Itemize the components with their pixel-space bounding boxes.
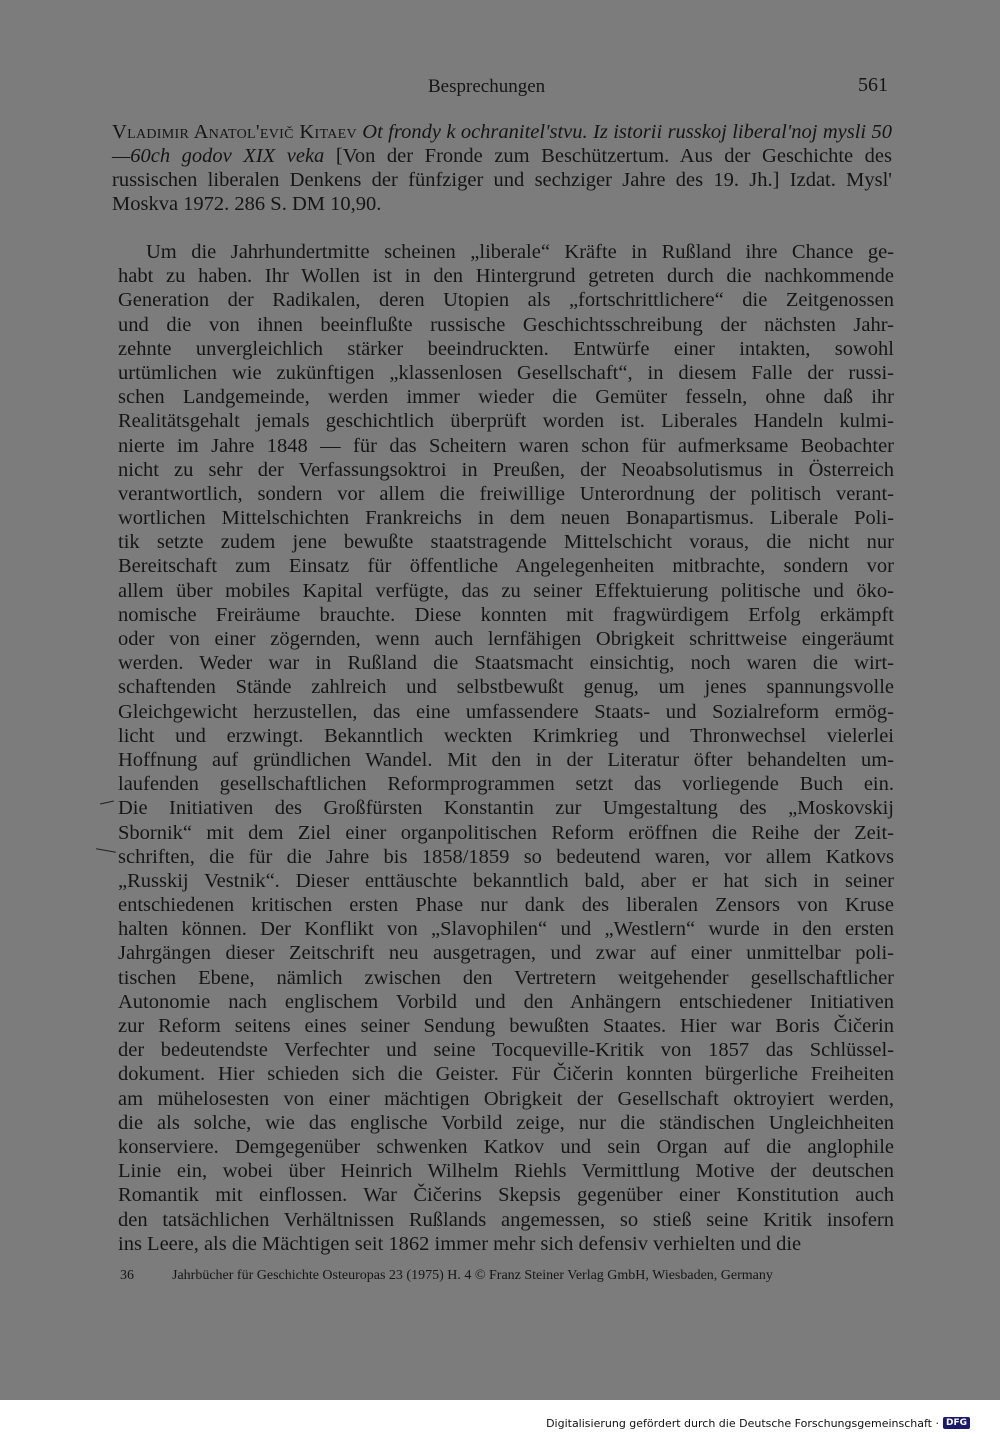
text-line: Jahrgängen dieser Zeitschrift neu ausgetragen, und zwar auf einer unmittelbar poli-: [118, 942, 894, 965]
text-line: werden. Weder war in Rußland die Staatsmacht einsichtig, noch waren die wirt-: [118, 652, 894, 675]
text-line: Bereitschaft zum Einsatz für öffentliche Angelegenheiten mitbrachte, sondern vor: [118, 555, 894, 578]
footer-page-number: 36: [120, 1268, 134, 1283]
text-line: habt zu haben. Ihr Wollen ist in den Hintergrund getreten durch die nachkommende: [118, 265, 894, 288]
margin-marks: [92, 780, 122, 860]
text-line: Hoffnung auf gründlichen Wandel. Mit den in der Literatur öfter behandelten um-: [118, 748, 894, 771]
section-title: Besprechungen: [428, 76, 546, 97]
text-line: schen Landgemeinde, werden immer wieder die Gemüter fesseln, ohne daß ihr: [118, 386, 894, 409]
text-line: oder von einer zögernden, wenn auch lernfähigen Obrigkeit schrittweise eingeräumt: [118, 628, 894, 650]
review-body: [118, 240, 894, 1256]
page-footer: [120, 1268, 880, 1288]
text-line: Generation der Radikalen, deren Utopien als „fortschrittlichere“ die Zeitgenossen: [118, 289, 894, 312]
text-line: Die Initiativen des Großfürsten Konstantin zur Umgestaltung des „Moskovskij: [118, 797, 894, 820]
text-line: laufenden gesellschaftlichen Reformprogrammen setzt das vorliegende Buch ein.: [118, 773, 894, 796]
text-line: schaftenden Stände zahlreich und selbstbewußt genug, um jenes spannungsvolle: [118, 676, 894, 699]
text-line: konserviere. Demgegenüber schwenken Katkov und sein Organ auf die anglophile: [118, 1135, 894, 1158]
text-line: Gleichgewicht herzustellen, das eine umfassendere Staats- und Sozialreform ermög-: [118, 700, 894, 723]
credit-text: Digitalisierung gefördert durch die Deutsche Forschungsgemeinschaft ·: [546, 1416, 939, 1430]
text-line: tischen Ebene, nämlich zwischen den Vertretern weitgehender gesellschaftlicher: [118, 966, 894, 989]
text-line: tik setzte zudem jene bewußte staatstragende Mittelschicht voraus, die nicht nur: [118, 531, 894, 554]
book-title: Ot frondy k ochranitel'stvu. Iz istorii russkoj liberal'noj mysli 50—60ch godov XIX veka: [112, 121, 892, 167]
text-line: ins Leere, als die Mächtigen seit 1862 immer mehr sich defensiv verhielten und die: [118, 1232, 802, 1255]
text-line: Linie ein, wobei über Heinrich Wilhelm Riehls Vermittlung Motive der deutschen: [118, 1160, 894, 1183]
text-line: allem über mobiles Kapital verfügte, das zu seiner Effektuierung politische und öko-: [118, 579, 894, 602]
book-citation: [112, 120, 892, 216]
text-line: Romantik mit einflossen. War Čičerins Skepsis gegenüber einer Konstitution auch: [118, 1184, 894, 1207]
text-line: der bedeutendste Verfechter und seine Tocqueville-Kritik von 1857 das Schlüssel-: [118, 1039, 894, 1062]
text-line: dokument. Hier schieden sich die Geister. Für Čičerin konnten bürgerliche Freiheiten: [118, 1063, 894, 1086]
text-line: Sbornik“ mit dem Ziel einer organpolitischen Reform eröffnen die Reihe der Zeit-: [118, 821, 894, 844]
text-line: die als solche, wie das englische Vorbild zeige, nur die ständischen Ungleichheiten: [118, 1111, 894, 1134]
text-line: nierte im Jahre 1848 — für das Scheitern waren schon für aufmerksame Beobachter: [118, 434, 894, 457]
text-line: urtümlichen wie zukünftigen „klassenlosen Gesellschaft“, in diesem Falle der russi-: [118, 361, 894, 384]
text-line: Um die Jahrhundertmitte scheinen „liberale“ Kräfte in Rußland ihre Chance ge-: [146, 241, 894, 263]
text-line: entschiedenen kritischen ersten Phase nur dank des liberalen Zensors von Kruse: [118, 894, 894, 917]
text-line: nicht zu sehr der Verfassungsoktroi in Preußen, der Neoabsolutismus in Österreich: [118, 458, 894, 481]
margin-mark: [100, 801, 114, 805]
footer-journal: Jahrbücher für Geschichte Osteuropas 23 (1975) H. 4 © Franz Steiner Verlag GmbH, Wiesbaden, Germany: [172, 1268, 773, 1283]
text-line: den tatsächlichen Verhältnissen Rußlands angemessen, so stieß seine Kritik insofern: [118, 1208, 894, 1231]
book-author: Vladimir Anatol'evič Kitaev: [112, 121, 357, 143]
text-line: Realitätsgehalt jemals geschichtlich überprüft worden ist. Liberales Handeln kulmi-: [118, 410, 894, 433]
text-line: „Russkij Vestnik“. Dieser enttäuschte bekanntlich bald, aber er hat sich in seiner: [118, 869, 894, 892]
text-line: am mühelosesten von einer mächtigen Obrigkeit der Gesellschaft oktroyiert werden,: [118, 1087, 894, 1110]
margin-mark: [96, 848, 116, 852]
text-line: zur Reform seitens eines seiner Sendung bewußten Staates. Hier war Boris Čičerin: [118, 1015, 894, 1037]
digitization-credit: [546, 1416, 970, 1430]
text-line: verantwortlich, sondern vor allem die freiwillige Unterordnung der politisch verant-: [118, 482, 894, 505]
text-line: nomische Freiräume brauchte. Diese konnten mit fragwürdigem Erfolg erkämpft: [118, 603, 894, 626]
text-line: licht und erzwingt. Bekanntlich weckten Krimkrieg und Thronwechsel vielerlei: [118, 724, 894, 747]
text-line: halten können. Der Konflikt von „Slavophilen“ und „Westlern“ wurde in den ersten: [118, 918, 894, 941]
dfg-logo: DFG: [943, 1417, 970, 1429]
text-line: zehnte unvergleichlich stärker beeindruckten. Entwürfe einer intakten, sowohl: [118, 337, 894, 360]
running-head: [0, 72, 1000, 102]
text-line: und die von ihnen beeinflußte russische Geschichtsschreibung der nächsten Jahr-: [118, 313, 894, 336]
book-details: [Von der Fronde zum Beschützertum. Aus der Geschichte des russischen liberalen Denkens der fünfziger und sechziger Jahre des 19. Jh.] Izdat. Mysl' Moskva 1972. 286 S. DM 10,90.: [112, 145, 893, 215]
text-line: schriften, die für die Jahre bis 1858/1859 so bedeutend waren, vor allem Katkovs: [118, 845, 894, 868]
page-number: 561: [858, 74, 888, 96]
text-line: wortlichen Mittelschichten Frankreichs in dem neuen Bonapartismus. Liberale Poli-: [118, 507, 894, 530]
text-line: Autonomie nach englischem Vorbild und den Anhängern entschiedener Initiativen: [118, 990, 894, 1013]
